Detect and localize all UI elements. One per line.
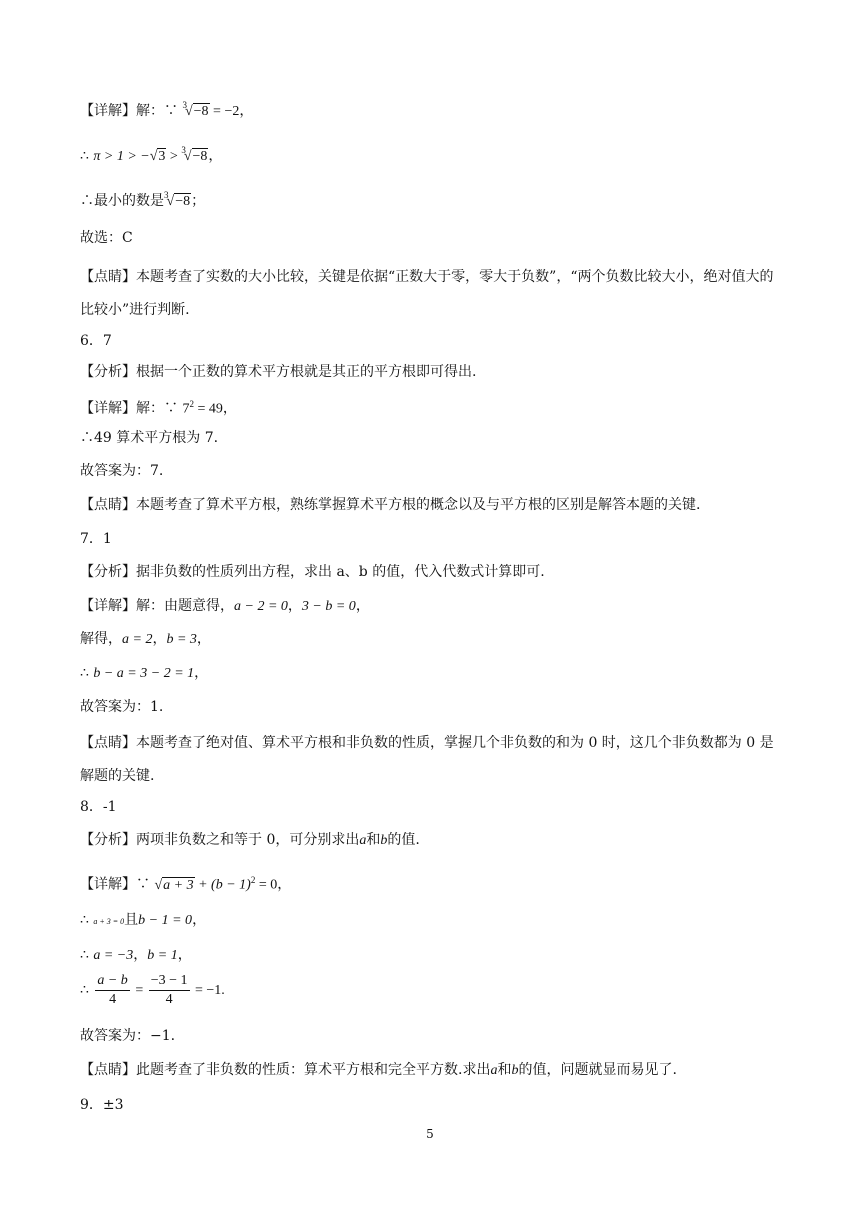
detail-text: 解：由题意得， [136, 598, 234, 614]
equation: a = 2 [122, 632, 153, 647]
tag-analysis: 【分析】 [80, 832, 136, 848]
power-exponent: 2 [250, 875, 256, 885]
punct: ， [287, 598, 302, 614]
analysis-text: 据非负数的性质列出方程，求出 a、b 的值，代入代数式计算即可. [136, 564, 545, 580]
square-term: + (b − 1) [194, 877, 251, 893]
tag-detail: 【详解】 [80, 103, 136, 119]
question-heading: 9．±3 [80, 1097, 124, 1113]
tag-detail: 【详解】 [80, 598, 136, 614]
punct: ； [191, 193, 206, 209]
comment-paragraph [80, 727, 780, 793]
question-heading: 7．1 [80, 531, 112, 547]
order-line: ∴ π > 1 > −√3 > $^3$√−8， [80, 145, 223, 164]
smallest-text: ∴最小的数是 [80, 193, 164, 209]
comment-paragraph [80, 261, 780, 327]
question-heading: 8．-1 [80, 799, 117, 815]
comment-end: 的值，问题就显而易见了. [518, 1062, 677, 1078]
equation: 3 − b = 0 [301, 599, 356, 614]
radicand: a + 3 [163, 877, 194, 893]
answer-line: 故答案为：1. [80, 699, 164, 715]
analysis-line [80, 830, 420, 851]
tag-detail: 【详解】 [80, 400, 136, 417]
root-index: 3 [181, 145, 186, 155]
values-line [80, 945, 192, 966]
comment-text: 本题考查了算术平方根，熟练掌握算术平方根的概念以及与平方根的区别是解答本题的关键. [136, 497, 701, 513]
therefore: ∴ [80, 148, 94, 164]
fraction-line [80, 970, 225, 1011]
denominator: 4 [109, 991, 117, 1007]
sqrt-radicand: 3 [158, 149, 166, 164]
equation-rhs: = 49， [193, 401, 237, 417]
smallest-line: ∴最小的数是$^3$√−8； [80, 190, 206, 209]
punct: ， [194, 665, 209, 681]
cube-root-expr: $^3$√−8 [182, 100, 209, 119]
therefore: ∴ [80, 665, 94, 681]
equation: b − 1 = 0 [138, 913, 193, 928]
therefore: ∴ [80, 982, 94, 998]
equation: b = 3 [166, 632, 197, 647]
fraction [149, 972, 190, 1009]
power-exponent: 2 [189, 399, 194, 409]
answer-line: 故答案为：7. [80, 463, 164, 479]
comment-line [80, 1060, 677, 1081]
fraction [95, 972, 129, 1009]
punct: ， [152, 631, 167, 647]
conjunction: 和 [497, 1062, 512, 1078]
power-base: 7 [182, 401, 190, 417]
analysis-end: 的值. [387, 832, 420, 848]
punct: ， [177, 947, 192, 963]
and-line [80, 910, 206, 932]
equation: a − 2 = 0 [234, 599, 288, 614]
step-line: ∴49 算术平方根为 7. [80, 430, 219, 446]
page-number: 5 [426, 1127, 434, 1141]
root-index: 3 [182, 100, 187, 110]
tag-comment: 【点睛】 [80, 269, 136, 285]
detail-line: 【详解】∵ $√a + 3 + (b - 1)^2 = 0$， [80, 875, 292, 893]
tag-comment: 【点睛】 [80, 1062, 136, 1078]
detail-lead: 解：∵ [136, 400, 183, 417]
calc-line [80, 663, 208, 684]
question-heading: 6．7 [80, 333, 112, 349]
solve-line [80, 629, 211, 650]
analysis-line [80, 562, 545, 582]
tag-analysis: 【分析】 [80, 564, 136, 580]
var-b: b [511, 1063, 519, 1078]
radicand: −8 [192, 149, 208, 164]
detail-lead: 解：∵ [136, 103, 183, 119]
comment-text: 本题考查了绝对值、算术平方根和非负数的性质，掌握几个非负数的和为 0 时，这几个非负数都为 0 是解题的关键. [80, 735, 774, 784]
inequality-part: π > 1 > − [93, 149, 150, 164]
equation-rhs: = −1. [191, 983, 225, 998]
tag-comment: 【点睛】 [80, 497, 136, 513]
root-index: 3 [164, 190, 169, 200]
var-b: b [380, 833, 388, 848]
punct: ， [133, 947, 148, 963]
tag-detail: 【详解】 [80, 876, 136, 893]
denominator: 4 [165, 991, 173, 1007]
analysis-text: 两项非负数之和等于 0，可分别求出 [136, 832, 360, 848]
var-a: a [490, 1063, 498, 1078]
equation-rhs: = 0， [255, 877, 292, 893]
tag-analysis: 【分析】 [80, 364, 136, 380]
comment-text: 本题考查了实数的大小比较，关键是依据“正数大于零，零大于负数”，“两个负数比较大小，绝对值大的比较小”进行判断. [80, 269, 774, 318]
solve-text: 解得， [80, 631, 122, 647]
therefore: ∴ [80, 912, 94, 928]
because: ∵ [136, 876, 155, 893]
tag-comment: 【点睛】 [80, 735, 136, 751]
radicand: −8 [193, 104, 209, 119]
detail-line [80, 596, 370, 617]
numerator: a − b [95, 972, 129, 991]
detail-line [80, 95, 253, 122]
numerator: −3 − 1 [149, 972, 190, 991]
punct: ， [192, 912, 207, 928]
punct: ， [355, 598, 370, 614]
equation-rhs: = −2， [209, 104, 254, 119]
inequality-gt: > [166, 149, 182, 164]
radicand: −8 [175, 194, 191, 209]
conjunction: 且 [124, 912, 139, 928]
equation: b − a = 3 − 2 = 1 [93, 666, 195, 681]
punct: ， [196, 631, 211, 647]
therefore: ∴ [80, 947, 94, 963]
equation: a = −3 [93, 948, 134, 963]
small-equation: a + 3 = 0 [93, 917, 125, 926]
var-a: a [359, 833, 367, 848]
punct: ， [208, 148, 223, 164]
comment-text: 此题考查了非负数的性质：算术平方根和完全平方数.求出 [136, 1062, 491, 1078]
conjunction: 和 [366, 832, 381, 848]
comment-line [80, 495, 700, 515]
analysis-line [80, 362, 476, 382]
detail-line [80, 394, 237, 420]
equals: = [131, 983, 147, 998]
analysis-text: 根据一个正数的算术平方根就是其正的平方根即可得出. [136, 364, 477, 380]
choice-line: 故选：C [80, 230, 133, 246]
answer-line: 故答案为：−1. [80, 1028, 176, 1044]
equation: b = 1 [147, 948, 178, 963]
